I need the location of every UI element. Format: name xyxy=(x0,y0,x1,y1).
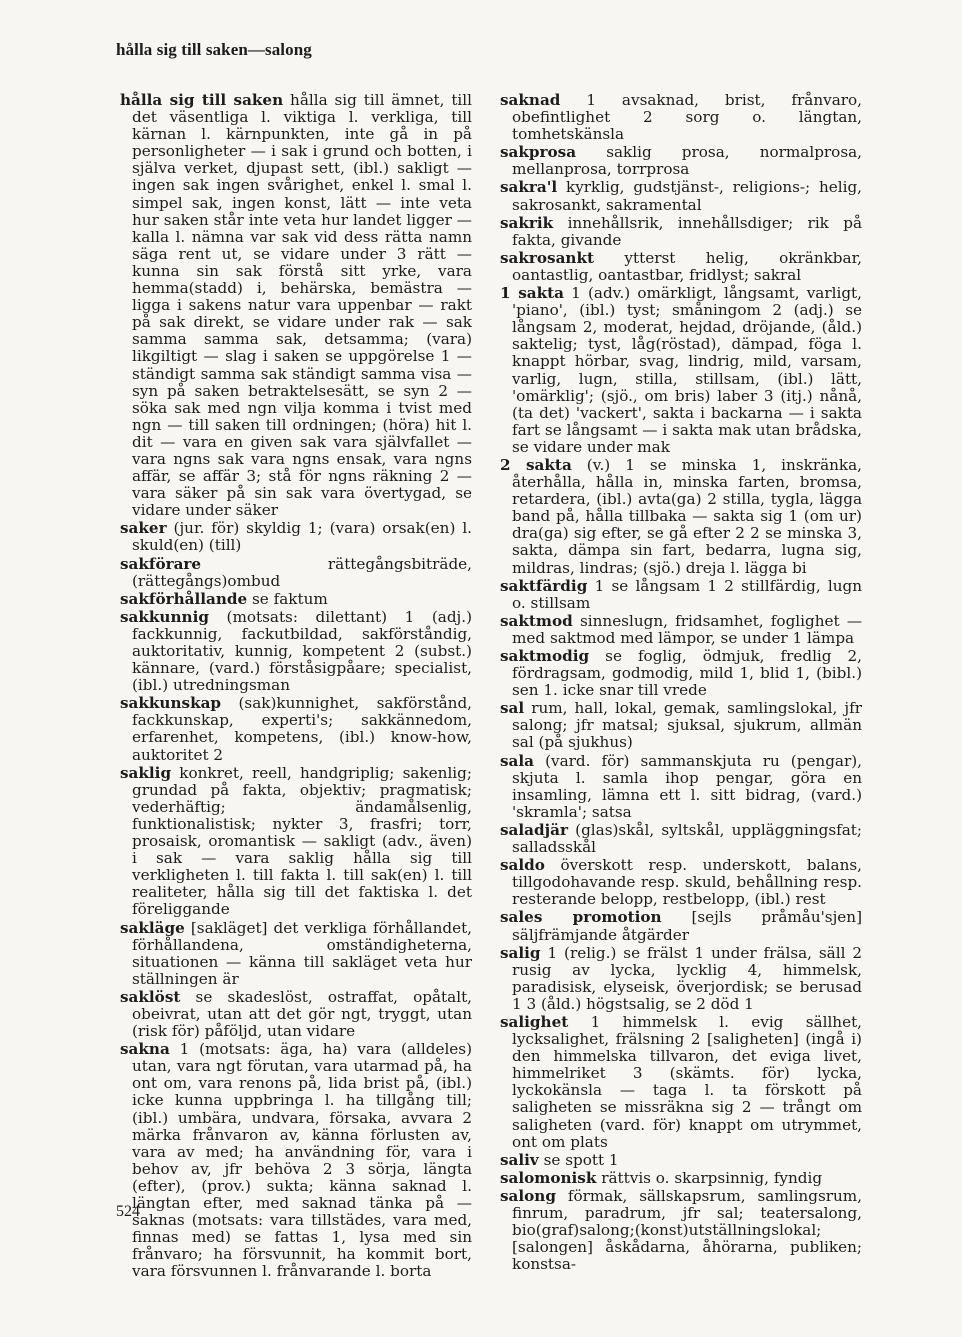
dictionary-entry xyxy=(500,457,862,577)
entry-definition: innehållsrik, innehållsdiger; rik på fakta, givande xyxy=(512,213,862,249)
entry-definition: saklig prosa, normalprosa, mellanprosa, torrprosa xyxy=(512,143,863,179)
entry-headword: salong xyxy=(500,1186,556,1205)
entry-definition: se foglig, ödmjuk, fredlig 2, fördragsam, godmodig, mild 1, blid 1, (bibl.) sen 1. icke snar till vrede xyxy=(512,647,863,700)
entry-headword: saknad xyxy=(500,91,561,109)
dictionary-entry xyxy=(500,1014,862,1151)
entry-definition: sinneslugn, fridsamhet, foglighet — med saktmod med lämpor, se under 1 lämpa xyxy=(512,611,863,647)
dictionary-entry xyxy=(120,556,472,590)
entry-headword: saldo xyxy=(500,856,545,875)
entry-headword: salig xyxy=(500,943,541,962)
entry-headword: sakrik xyxy=(500,213,554,232)
entry-headword: salomonisk xyxy=(500,1168,597,1187)
entry-headword: saklig xyxy=(120,763,172,782)
dictionary-entry xyxy=(500,648,862,699)
left-column xyxy=(120,92,472,1281)
dictionary-entry xyxy=(120,765,472,919)
entry-headword: sala xyxy=(500,751,535,770)
entry-definition: 1 (relig.) se frälst 1 under frälsa, säll 2 rusig av lycka, lycklig 4, himmelsk, paradisisk, elyseisk, överjordisk; se berusad 1 3 (åld.) högstsalig, se 2 död 1 xyxy=(512,943,863,1013)
entry-definition: [sejls pråmåu'sjen] säljfrämjande åtgärder xyxy=(512,908,862,944)
dictionary-entry xyxy=(500,215,862,249)
dictionary-entry xyxy=(500,909,862,943)
dictionary-entry xyxy=(500,578,862,612)
entry-headword: sales promotion xyxy=(500,908,662,927)
entry-headword: sakna xyxy=(120,1040,170,1059)
entry-headword: saktfärdig xyxy=(500,576,588,595)
dictionary-entry xyxy=(500,753,862,821)
entry-definition: (v.) 1 se minska 1, inskränka, återhålla, hålla in, minska farten, bromsa, retardera, (ibl.) avta(ga) 2 stilla, tygla, lägga band på, hålla tillbaka — sakta sig 1 (om ur) dra(ga) sig efter, se gå efter 2 2 se minska 3, sakta, dämpa sin fart, bedarra, lugna sig, mildras, lindras; (sjö.) dreja l. lägga bi xyxy=(512,455,862,577)
dictionary-entry xyxy=(500,179,862,213)
right-column xyxy=(500,92,862,1274)
entry-headword: sakprosa xyxy=(500,143,577,162)
entry-headword: saladjär xyxy=(500,820,568,839)
dictionary-entry xyxy=(500,1152,862,1169)
entry-definition: se spott 1 xyxy=(543,1150,619,1169)
entry-headword: sakkunnig xyxy=(120,607,209,626)
entry-headword: sakra'l xyxy=(500,178,558,197)
dictionary-entry xyxy=(500,945,862,1013)
dictionary-entry xyxy=(500,144,862,178)
entry-definition: se faktum xyxy=(252,589,328,608)
dictionary-entry xyxy=(500,822,862,856)
entry-definition: 1 (adv.) omärkligt, långsamt, varligt, 'piano', (ibl.) tyst; småningom 2 (adj.) se långsam 2, moderat, hejdad, dröjande, (åld.) saktelig; tyst, låg(röstad), dämpad, föga l. knappt hörbar, svag, lindrig, mild, varsam, varlig, lugn, stilla, stillsam, (ibl.) lätt, 'omärklig'; (sjö., om bris) laber 3 (itj.) nånå, (ta det) 'vackert', sakta i backarna — i sakta fart se långsamt — i sakta mak utan brådska, se vidare under mak xyxy=(512,284,862,456)
entry-headword: 1 sakta xyxy=(500,284,564,303)
entry-definition: 1 avsaknad, brist, frånvaro, obefintlighet 2 sorg o. längtan, tomhetskänsla xyxy=(512,91,862,144)
dictionary-entry xyxy=(120,695,472,763)
entry-definition: kyrklig, gudstjänst-, religions-; helig, sakrosankt, sakramental xyxy=(512,178,863,214)
page-number: 524 xyxy=(116,1203,140,1220)
entry-definition: överskott resp. underskott, balans, tillgodohavande resp. skuld, behållning resp. resterande belopp, restbelopp, (ibl.) rest xyxy=(512,856,862,909)
entry-definition: (vard. för) sammanskjuta ru (pengar), skjuta l. samla ihop pengar, göra en insamling, lämna ett l. sitt bidrag, (vard.) 'skramla'; satsa xyxy=(512,751,863,821)
entry-definition: ytterst helig, okränkbar, oantastlig, oantastbar, fridlyst; sakral xyxy=(512,248,862,284)
dictionary-entry xyxy=(500,250,862,284)
entry-headword: saktmodig xyxy=(500,647,590,665)
dictionary-entry xyxy=(120,989,472,1040)
entry-definition: rättvis o. skarpsinnig, fyndig xyxy=(601,1168,823,1187)
dictionary-entry xyxy=(120,920,472,988)
dictionary-entry xyxy=(500,613,862,647)
entry-headword: saktmod xyxy=(500,611,573,630)
entry-headword: saker xyxy=(120,519,167,538)
dictionary-entry xyxy=(500,285,862,456)
entry-definition: (sak)kunnighet, sakförstånd, fackkunskap, experti's; sakkännedom, erfarenhet, kompetens, (ibl.) know-how, auktoritet 2 xyxy=(132,694,472,764)
entry-headword: 2 sakta xyxy=(500,455,572,474)
running-head: hålla sig till saken—salong xyxy=(116,40,312,59)
dictionary-entry xyxy=(120,1041,472,1280)
entry-definition: se skadeslöst, ostraffat, opåtalt, obeivrat, utan att det gör ngt, tryggt, utan (risk för) påföljd, utan vidare xyxy=(132,987,473,1041)
dictionary-entry xyxy=(120,92,472,519)
dictionary-entry xyxy=(500,1170,862,1187)
entry-definition: [sakläget] det verkliga förhållandet, förhållandena, omständigheterna, situationen — känna till sakläget veta hur ställningen är xyxy=(132,918,473,988)
entry-headword: sal xyxy=(500,699,525,718)
entry-headword: sakförhållande xyxy=(120,589,248,608)
dictionary-entry xyxy=(500,92,862,143)
entry-definition: (motsats: dilettant) 1 (adj.) fackkunnig, fackutbildad, sakförståndig, auktoritativ, kunnig, kompetent 2 (subst.) kännare, (vard.) förståsigpåare; specialist, (ibl.) utredningsman xyxy=(132,607,472,695)
entry-definition: förmak, sällskapsrum, samlingsrum, finrum, paradrum, jfr sal; teatersalong, bio(graf)salong;(konst)utställningslokal;[salongen] åskådarna, åhörarna, publiken; konstsa- xyxy=(512,1186,863,1274)
dictionary-entry xyxy=(120,609,472,694)
entry-headword: sakförare xyxy=(120,554,202,573)
entry-definition: hålla sig till ämnet, till det väsentliga l. viktiga l. verkliga, till kärnan l. kärnpunkten, inte gå in på personligheter — i sak i grund och botten, i själva verket, djupast sett, (ibl.) sakligt — ingen sak ingen svårighet, enkel l. smal l. simpel sak, ingen konst, lätt — inte veta hur saken står inte veta hur landet ligger — kalla l. nämna var sak vid dess rätta namn säga rent ut, se vidare under 3 rätt — kunna sin sak förstå sitt yrke, vara hemma(stadd) i, behärska, bemästra — ligga i sakens natur vara uppenbar — rakt på sak direkt, se vidare under rak — sak samma samma sak, detsamma; (vara) likgiltigt — slag i saken se uppgörelse 1 — ständigt samma sak ständigt samma visa — syn på saken betraktelsesätt, se syn 2 — söka sak med ngn vilja komma i tvist med ngn — till saken till ordningen; (höra) hit l. dit — vara en given sak vara självfallet — vara ngns sak vara ngns ensak, vara ngns affär, se affär 3; stå för ngns räkning 2 — vara säker på sin sak vara övertygad, se vidare under säker xyxy=(132,91,473,520)
entry-headword: sakrosankt xyxy=(500,248,595,267)
entry-definition: rum, hall, lokal, gemak, samlingslokal, jfr salong; jfr matsal; sjuksal, sjukrum, allmän sal (på sjukhus) xyxy=(512,699,862,752)
dictionary-entry xyxy=(500,700,862,751)
dictionary-entry xyxy=(120,520,472,554)
entry-headword: saliv xyxy=(500,1150,539,1169)
entry-definition: (glas)skål, syltskål, uppläggningsfat; salladsskål xyxy=(512,820,863,857)
entry-definition: 1 se långsam 1 2 stillfärdig, lugn o. stillsam xyxy=(512,576,863,612)
entry-definition: 1 (motsats: äga, ha) vara (alldeles) utan, vara ngt förutan, vara utarmad på, ha ont om, vara renons på, lida brist på, (ibl.) icke kunna uppbringa l. ha tillgång till; (ibl.) umbära, undvara, försaka, avvara 2 märka frånvaron av, känna förlusten av, vara av med; ha användning för, vara i behov av, jfr behöva 2 3 sörja, längta (efter), (prov.) sukta; känna saknad l. längtan efter, med saknad tänka på — saknas (motsats: vara tillstädes, vara med, finnas med) se fattas 1, lysa med sin frånvaro; ha försvunnit, ha kommit bort, vara försvunnen l. frånvarande l. borta xyxy=(132,1040,473,1281)
dictionary-entry xyxy=(120,591,472,608)
dictionary-entry xyxy=(500,1188,862,1273)
entry-definition: rättegångsbiträde, (rättegångs)ombud xyxy=(132,554,472,590)
entry-definition: konkret, reell, handgriplig; sakenlig; grundad på fakta, objektiv; pragmatisk; vederhäftig; ändamålsenlig, funktionalistisk; nykter 3, frasfri; torr, prosaisk, oromantisk — sakligt (adv., även) i sak — vara saklig hålla sig till verkligheten l. till fakta l. till sak(en) l. till realiteter, hålla sig till det faktiska l. det föreliggande xyxy=(132,763,472,919)
dictionary-entry xyxy=(500,857,862,908)
entry-headword: salighet xyxy=(500,1012,569,1031)
entry-headword: sakkunskap xyxy=(120,694,222,713)
entry-headword: saklöst xyxy=(120,987,181,1006)
entry-headword: hålla sig till saken xyxy=(120,91,284,109)
entry-definition: (jur. för) skyldig 1; (vara) orsak(en) l. skuld(en) (till) xyxy=(132,519,472,555)
entry-definition: 1 himmelsk l. evig sällhet, lycksalighet, frälsning 2 [saligheten] (ingå i) den himmelska tillvaron, det eviga livet, himmelriket 3 (skämts. för) lycka, lyckokänsla — taga l. ta förskott på saligheten se missräkna sig 2 — trångt om saligheten (vard. för) knappt om utrymmet, ont om plats xyxy=(512,1012,863,1151)
entry-headword: sakläge xyxy=(120,918,185,937)
